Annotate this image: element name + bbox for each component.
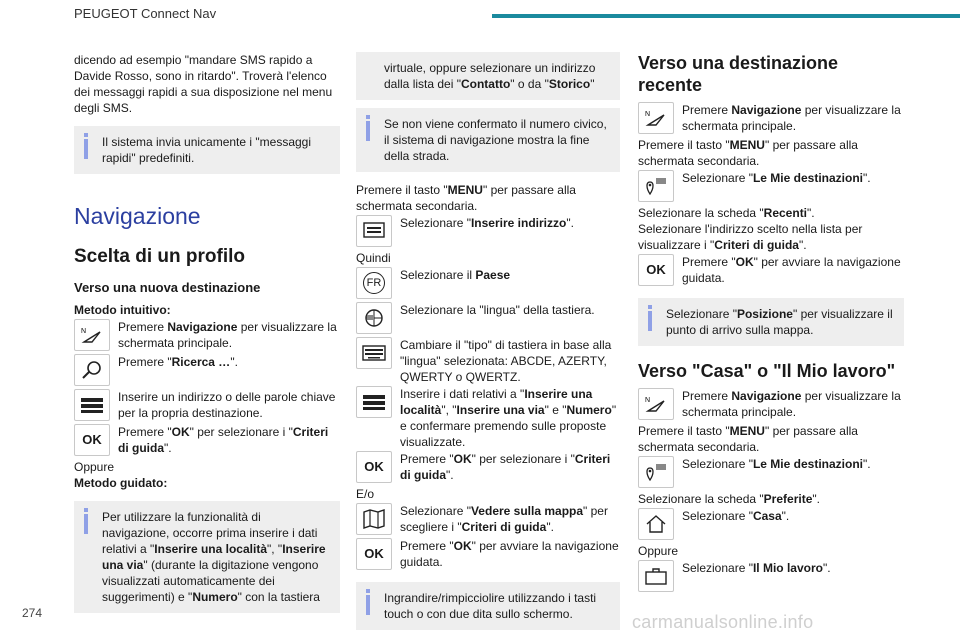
text: ". [446, 468, 454, 482]
text: ". [807, 206, 815, 220]
text-bold: Inserire indirizzo [470, 216, 567, 230]
note-box [356, 52, 620, 100]
text-or: Oppure [638, 544, 679, 558]
navigation-icon [638, 102, 674, 134]
text-bold: Le Mie destinazioni [752, 171, 863, 185]
keyboard-icon [74, 389, 110, 421]
note-box [356, 582, 620, 630]
text: ". [546, 520, 554, 534]
text-bold: Criteri di guida [714, 238, 799, 252]
method-label: Metodo guidato: [74, 476, 168, 490]
text: " per selezionare i " [471, 452, 575, 466]
ok-icon: OK [356, 451, 392, 483]
text: Selezionare " [666, 307, 737, 321]
step-row [74, 424, 340, 458]
text: " e confermare premendo sulle proposte visualizzate. [400, 403, 617, 449]
text-bold: Navigazione [167, 320, 238, 334]
text-then: Quindi [356, 251, 391, 265]
step-row [356, 302, 620, 336]
text: Selezionare la scheda " [638, 206, 764, 220]
text: Premere " [682, 255, 736, 269]
text: Premere [118, 320, 168, 334]
text-bold: Preferite [763, 492, 813, 506]
country-icon [356, 267, 392, 299]
text: Se non viene confermato il numero civico, il sistema di navigazione mostra la fine della strada. [384, 117, 607, 163]
text-bold: Criteri di guida [461, 520, 547, 534]
note-icon-bar [366, 121, 370, 141]
heading-new-destination: Verso una nuova destinazione [74, 280, 261, 295]
svg-text:N: N [81, 328, 87, 335]
text-bold: MENU [729, 424, 765, 438]
text: Selezionare il [400, 268, 476, 282]
intro-text: dicendo ad esempio "mandare SMS rapido a Davide Rosso, sono in ritardo". Troverà l'elenco dei messaggi rapidi a sua disposizione nel menu degli SMS. [74, 53, 333, 115]
running-header: PEUGEOT Connect Nav [74, 6, 217, 21]
text: " per avviare la navigazione guidata. [682, 255, 901, 285]
note-icon-bar [648, 311, 652, 331]
text-bold: Numero [192, 590, 238, 604]
text-bold: MENU [729, 138, 765, 152]
text: Ingrandire/rimpicciolire utilizzando i tasti touch o con due dita sullo schermo. [384, 591, 597, 621]
step-row [638, 388, 904, 422]
note-icon [648, 305, 652, 309]
text: ", " [267, 542, 283, 556]
step-row [356, 267, 620, 301]
note-icon-bar [84, 139, 88, 159]
text-bold: Inserire una via [102, 542, 326, 572]
ok-icon: OK [356, 538, 392, 570]
section-title: Navigazione [74, 203, 201, 229]
text: Inserire un indirizzo o delle parole chiave per la propria destinazione. [118, 390, 336, 420]
text: ". [798, 238, 807, 252]
home-icon [638, 508, 674, 540]
text: Premere il tasto " [638, 424, 730, 438]
step-row [356, 337, 620, 385]
ok-icon: OK [638, 254, 674, 286]
text: " per passare alla schermata secondaria. [638, 424, 858, 454]
my-destinations-icon [638, 456, 674, 488]
text: Premere [682, 103, 732, 117]
heading-home-work: Verso "Casa" o "Il Mio lavoro" [638, 361, 896, 381]
note-icon [84, 508, 88, 512]
text-bold: Criteri di guida [118, 425, 329, 455]
keyboard-type-icon [356, 337, 392, 369]
map-icon [356, 503, 392, 535]
text-bold: Ricerca … [171, 355, 231, 369]
text: Inserire i dati relativi a " [400, 387, 525, 401]
step-row [356, 386, 620, 450]
country-code: FR [363, 272, 385, 294]
step-row [638, 254, 904, 288]
text-bold: Il Mio lavoro [752, 561, 823, 575]
keyboard-icon [356, 386, 392, 418]
text-or: Oppure [74, 460, 115, 474]
text-bold: Posizione [736, 307, 793, 321]
text: Selezionare " [682, 171, 753, 185]
heading-recent-destination: Verso una destinazione recente [638, 53, 839, 95]
column-3 [638, 52, 904, 595]
note-icon [366, 115, 370, 119]
text: Premere " [400, 539, 454, 553]
text: Selezionare " [400, 216, 471, 230]
text: per visualizzare la schermata principale. [682, 103, 901, 133]
step-row [356, 451, 620, 485]
text: Premere " [118, 425, 172, 439]
column-1 [74, 52, 340, 621]
text: " o da " [510, 77, 549, 91]
note-icon-bar [84, 514, 88, 534]
text: Per utilizzare la funzionalità di navigazione, occorre prima inserire i dati relativi a " [102, 510, 318, 556]
text: ". [862, 457, 871, 471]
method-label: Metodo intuitivo: [74, 303, 171, 317]
step-row [638, 170, 904, 204]
step-row [638, 560, 904, 594]
text: Selezionare " [682, 457, 753, 471]
text: " per avviare la navigazione guidata. [400, 539, 619, 569]
text: ". [164, 441, 172, 455]
navigation-icon [74, 319, 110, 351]
enter-address-icon [356, 215, 392, 247]
search-icon [74, 354, 110, 386]
heading-profile: Scelta di un profilo [74, 246, 246, 267]
paragraph [356, 182, 620, 214]
step-row [638, 102, 904, 136]
text: " e " [544, 403, 567, 417]
text-bold: MENU [447, 183, 483, 197]
text: Selezionare " [682, 509, 753, 523]
text: ", " [441, 403, 457, 417]
text-bold: Paese [475, 268, 511, 282]
text: Selezionare la "lingua" della tastiera. [400, 303, 595, 317]
text: Premere " [118, 355, 172, 369]
text-bold: Vedere sulla mappa [470, 504, 584, 518]
text-bold: Navigazione [731, 389, 802, 403]
text-bold: OK [453, 452, 472, 466]
text: Premere il tasto " [356, 183, 448, 197]
step-row [356, 538, 620, 572]
text-bold: Inserire una località [154, 542, 267, 556]
note-icon-bar [366, 595, 370, 615]
text: " per passare alla schermata secondaria. [638, 138, 858, 168]
note-icon [366, 589, 370, 593]
text: Premere [682, 389, 732, 403]
step-row [74, 389, 340, 423]
paragraph [638, 221, 904, 253]
text: ". [566, 216, 574, 230]
note-box [74, 126, 340, 174]
text: ". [230, 355, 238, 369]
svg-text:N: N [645, 397, 651, 404]
text: ". [862, 171, 871, 185]
text-bold: Casa [752, 509, 782, 523]
note-text: Il sistema invia unicamente i "messaggi rapidi" predefiniti. [102, 135, 312, 165]
text: " per visualizzare il punto di arrivo sulla mappa. [666, 307, 893, 337]
note-box [74, 501, 340, 613]
svg-text:N: N [645, 111, 651, 118]
text: ". [781, 509, 790, 523]
text: " per scegliere i " [400, 504, 608, 534]
text: Cambiare il "tipo" di tastiera in base alla "lingua" selezionata: ABCDE, AZERTY, QWERTY o QWERTZ. [400, 338, 612, 384]
text: ". [812, 492, 820, 506]
text-bold: Le Mie destinazioni [752, 457, 863, 471]
paragraph [638, 491, 904, 507]
text: Selezionare la scheda " [638, 492, 764, 506]
navigation-icon [638, 388, 674, 420]
step-row [638, 508, 904, 542]
note-box [356, 108, 620, 172]
note-box [638, 298, 904, 346]
language-globe-icon [356, 302, 392, 334]
watermark: carmanualsonline.info [632, 612, 814, 632]
text: Premere il tasto " [638, 138, 730, 152]
text-bold: Inserire una via [456, 403, 545, 417]
text: per visualizzare la schermata principale. [118, 320, 337, 350]
page-number: 274 [22, 606, 43, 620]
text: " per passare alla schermata secondaria. [356, 183, 576, 213]
text: Premere " [400, 452, 454, 466]
step-row [356, 215, 620, 249]
paragraph [638, 205, 904, 221]
text-bold: Numero [566, 403, 612, 417]
text-bold: Contatto [460, 77, 511, 91]
note-icon [84, 133, 88, 137]
text-bold: Recenti [763, 206, 808, 220]
step-row [638, 456, 904, 490]
text-bold: Navigazione [731, 103, 802, 117]
work-briefcase-icon [638, 560, 674, 592]
text: virtuale, oppure selezionare un indirizzo dalla lista dei " [384, 61, 596, 91]
text: " (durante la digitazione vengono visualizzati automaticamente dei suggerimenti) e " [102, 558, 319, 604]
text: per visualizzare la schermata principale. [682, 389, 901, 419]
ok-icon: OK [74, 424, 110, 456]
text: " per selezionare i " [189, 425, 293, 439]
text: Selezionare " [682, 561, 753, 575]
text-bold: OK [735, 255, 754, 269]
step-row [356, 503, 620, 537]
text-bold: Criteri di guida [400, 452, 611, 482]
text: Selezionare " [400, 504, 471, 518]
column-2 [356, 52, 620, 638]
text-and-or: E/o [356, 487, 375, 501]
header-accent-bar [492, 14, 960, 18]
text-bold: OK [171, 425, 190, 439]
my-destinations-icon [638, 170, 674, 202]
text: Selezionare l'indirizzo scelto nella lista per visualizzare i " [638, 222, 863, 252]
text-bold: Inserire una località [400, 387, 593, 417]
text: ". [822, 561, 831, 575]
text: " [590, 77, 595, 91]
step-row [74, 319, 340, 353]
text: " con la tastiera [237, 590, 320, 604]
paragraph [638, 137, 904, 169]
step-row [74, 354, 340, 388]
text-bold: OK [453, 539, 472, 553]
paragraph [638, 423, 904, 455]
text-bold: Storico [548, 77, 591, 91]
